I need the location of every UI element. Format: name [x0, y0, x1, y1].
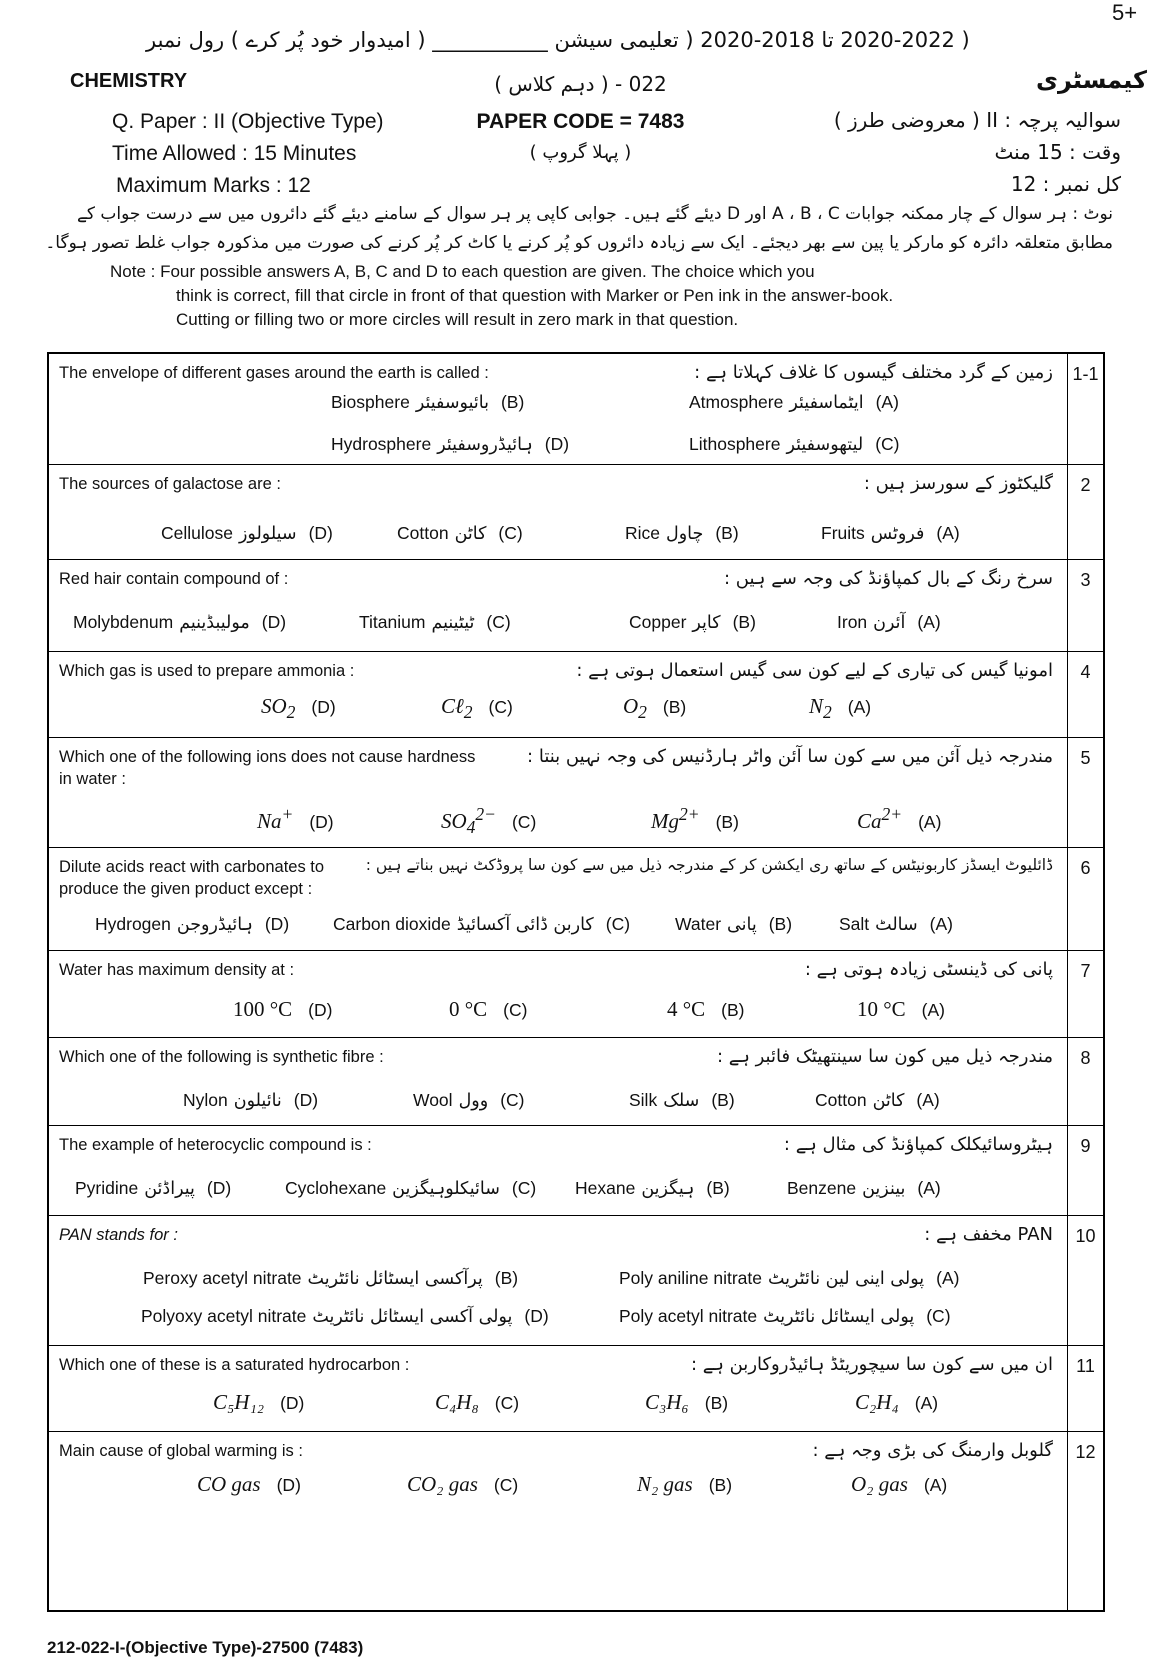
- question-text-en: Which one of the following ions does not cause hardness: [59, 748, 476, 766]
- option-a: Fruits فروٹس (A): [821, 523, 960, 544]
- question-number: 3: [1067, 560, 1103, 651]
- option-c: Titanium ٹیٹینیم (C): [359, 612, 511, 633]
- option-a: Atmosphere ایٹماسفیئر (A): [689, 392, 899, 413]
- question-text-en: Main cause of global warming is :: [59, 1442, 303, 1460]
- option-b: $Mg^{2+}$ (B): [651, 804, 739, 833]
- option-a: Iron آئرن (A): [837, 612, 941, 633]
- option-b: Hexane ہیگزین (B): [575, 1178, 730, 1199]
- question-row: [49, 737, 1103, 847]
- note-en-line-3: Cutting or filling two or more circles will result in zero mark in that question.: [176, 310, 739, 329]
- question-text-ur: زمین کے گرد مختلف گیسوں کا غلاف کہلاتا ہے :: [694, 362, 1053, 383]
- question-row: [49, 1037, 1103, 1125]
- question-number: 2: [1067, 465, 1103, 559]
- option-a: O₂ gas (A): [851, 1472, 948, 1496]
- question-text-ur: گلیکٹوز کے سورسز ہیں :: [863, 473, 1053, 494]
- question-text-en: Dilute acids react with carbonates to: [59, 858, 325, 876]
- option-b: N₂ gas (B): [637, 1472, 733, 1496]
- option-d: Cellulose سیلولوز (D): [161, 523, 333, 544]
- question-text-ur: ان میں سے کون سا سیچوریٹڈ ہائیڈروکاربن ہے :: [691, 1354, 1053, 1375]
- option-d: Hydrogen ہائیڈروجن (D): [95, 914, 290, 935]
- option-b: 4 °C (B): [667, 997, 745, 1021]
- footer-code: 212-022-I-(Objective Type)-27500 (7483): [47, 1638, 364, 1657]
- option-d: Hydrosphere ہائیڈروسفیئر (D): [331, 434, 570, 455]
- question-row: [49, 1345, 1103, 1431]
- question-text-ur: ڈائلیوٹ ایسڈز کاربونیٹس کے ساتھ ری ایکشن کر کے مندرجہ ذیل میں سے کون سا پروڈکٹ نہیں بناتے ہیں :: [365, 856, 1053, 874]
- question-number: 8: [1067, 1038, 1103, 1125]
- question-number: 1-1: [1067, 354, 1103, 464]
- question-row: [49, 559, 1103, 651]
- question-number: 6: [1067, 848, 1103, 950]
- question-row: [49, 1215, 1103, 1345]
- question-text-en: Water has maximum density at :: [59, 961, 295, 979]
- option-d: $SO_2$ (D): [261, 694, 336, 723]
- note-ur-line-2: مطابق متعلقہ دائرہ کو مارکر یا پین سے بھر دیجئے۔ ایک سے زیادہ دائروں کو پُر کرنے یا کاٹ کر پُر کرنے کی صورت میں مذکورہ جواب غلط تصور ہوگا۔: [45, 233, 1113, 253]
- question-row: [49, 354, 1103, 464]
- roll-number-line: ( 2020-2022 تا 2018-2020 ( تعلیمی سیشن ___________ ( امیدوار خود پُر کرے ) رول نمبر: [146, 28, 970, 52]
- option-d: 100 °C (D): [233, 997, 333, 1021]
- question-text-en: Red hair contain compound of :: [59, 570, 289, 588]
- option-c: Lithosphere لیتھوسفیئر (C): [689, 434, 900, 455]
- option-b: Biosphere بائیوسفیئر (B): [331, 392, 525, 413]
- subject-title-ur: کیمسٹری: [1036, 66, 1147, 94]
- option-c: Wool وول (C): [413, 1090, 525, 1111]
- question-text-ur: مندرجہ ذیل میں کون سا سینتھیٹک فائبر ہے :: [716, 1046, 1053, 1067]
- option-a: Poly aniline nitrate پولی اینی لین نائٹریٹ (A): [619, 1268, 960, 1289]
- questions-table: [47, 352, 1105, 1612]
- option-b: C₃H₆ (B): [645, 1390, 729, 1414]
- question-text-ur: مندرجہ ذیل آئن میں سے کون سا آئن واٹر ہارڈنیس کی وجہ نہیں بنتا :: [527, 746, 1053, 767]
- option-a: Benzene بینزین (A): [787, 1178, 941, 1199]
- question-text-ur: پانی کی ڈینسٹی زیادہ ہوتی ہے :: [804, 959, 1053, 980]
- question-text-en: PAN stands for :: [59, 1226, 178, 1244]
- option-c: $SO_4^{2-}$ (C): [441, 804, 537, 838]
- question-row: [49, 950, 1103, 1037]
- question-text-ur: گلوبل وارمنگ کی بڑی وجہ ہے :: [812, 1440, 1053, 1461]
- option-d: Polyoxy acetyl nitrate پولی آکسی ایسٹائل نائٹریٹ (D): [141, 1306, 549, 1327]
- question-row: [49, 1125, 1103, 1215]
- option-b: Silk سلک (B): [629, 1090, 735, 1111]
- question-number: 4: [1067, 652, 1103, 737]
- max-marks-ur: کل نمبر : 12: [1010, 172, 1121, 196]
- option-a: $N_2$ (A): [809, 694, 872, 723]
- page-mark: 5+: [1112, 0, 1138, 25]
- option-d: Molybdenum مولیبڈینیم (D): [73, 612, 287, 633]
- option-d: CO gas (D): [197, 1472, 301, 1496]
- option-d: C₅H₁₂ (D): [213, 1390, 305, 1414]
- subject-title-en: CHEMISTRY: [70, 70, 188, 92]
- question-text-ur: امونیا گیس کی تیاری کے لیے کون سی گیس استعمال ہوتی ہے :: [576, 660, 1053, 681]
- question-number: 7: [1067, 951, 1103, 1037]
- question-number: 9: [1067, 1126, 1103, 1215]
- question-text-en-cont: in water :: [59, 770, 126, 788]
- option-b: Peroxy acetyl nitrate پرآکسی ایسٹائل نائٹریٹ (B): [143, 1268, 519, 1289]
- option-a: C₂H₄ (A): [855, 1390, 939, 1414]
- question-row: [49, 1431, 1103, 1610]
- question-text-en: Which gas is used to prepare ammonia :: [59, 662, 355, 680]
- option-c: Cyclohexane سائیکلوہیگزین (C): [285, 1178, 537, 1199]
- question-text-ur: ہیٹروسائیکلک کمپاؤنڈ کی مثال ہے :: [783, 1134, 1053, 1155]
- paper-type-en: Q. Paper : II (Objective Type): [112, 110, 384, 133]
- option-c: CO₂ gas (C): [407, 1472, 519, 1496]
- question-text-en: The sources of galactose are :: [59, 475, 281, 493]
- question-row: [49, 464, 1103, 559]
- option-b: Copper کاپر (B): [629, 612, 756, 633]
- time-allowed-en: Time Allowed : 15 Minutes: [112, 142, 357, 165]
- note-ur-line-1: نوٹ : ہر سوال کے چار ممکنہ جوابات A ، B ، C اور D دیئے گئے ہیں۔ جوابی کاپی پر ہر سوال کے سامنے دیئے گئے دائروں میں سے درست جواب کے: [76, 204, 1113, 224]
- question-text-en: The example of heterocyclic compound is :: [59, 1136, 372, 1154]
- option-a: Salt سالٹ (A): [839, 914, 953, 935]
- option-c: C₄H₈ (C): [435, 1390, 520, 1414]
- time-allowed-ur: وقت : 15 منٹ: [994, 140, 1121, 164]
- option-c: Carbon dioxide کاربن ڈائی آکسائیڈ (C): [333, 914, 631, 935]
- max-marks-en: Maximum Marks : 12: [116, 174, 311, 197]
- question-number: 5: [1067, 738, 1103, 847]
- option-b: Water پانی (B): [675, 914, 793, 935]
- option-d: Na+ (D): [257, 804, 334, 833]
- option-a: $Ca^{2+}$ (A): [857, 804, 942, 833]
- question-text-en: Which one of these is a saturated hydrocarbon :: [59, 1356, 410, 1374]
- paper-code: PAPER CODE = 7483: [476, 110, 685, 133]
- note-en-line-2: think is correct, fill that circle in front of that question with Marker or Pen ink in the answer-book.: [176, 286, 894, 305]
- option-c: 0 °C (C): [449, 997, 528, 1021]
- question-text-ur: PAN مخفف ہے :: [924, 1224, 1053, 1245]
- question-text-ur: سرخ رنگ کے بال کمپاؤنڈ کی وجہ سے ہیں :: [724, 568, 1053, 589]
- question-number: 12: [1067, 1432, 1103, 1610]
- paper-type-ur: سوالیہ پرچہ : II ( معروضی طرز ): [833, 108, 1121, 132]
- option-b: Rice چاول (B): [625, 523, 739, 544]
- option-b: $O_2$ (B): [623, 694, 687, 723]
- group-label: ( پہلا گروپ ): [529, 142, 632, 163]
- question-row: [49, 651, 1103, 737]
- note-en-line-1: Note : Four possible answers A, B, C and D to each question are given. The choice which you: [110, 262, 815, 281]
- question-text-en: The envelope of different gases around the earth is called :: [59, 364, 489, 382]
- option-c: Cℓ$_2$ (C): [441, 694, 513, 723]
- class-code: 022 - ( دہم کلاس ): [494, 72, 667, 96]
- question-text-en-cont: produce the given product except :: [59, 880, 313, 898]
- question-row: [49, 847, 1103, 950]
- option-a: 10 °C (A): [857, 997, 945, 1021]
- option-c: Poly acetyl nitrate پولی ایسٹائل نائٹریٹ (C): [619, 1306, 951, 1327]
- option-c: Cotton کاٹن (C): [397, 523, 523, 544]
- option-d: Nylon نائیلون (D): [183, 1090, 319, 1111]
- question-text-en: Which one of the following is synthetic fibre :: [59, 1048, 384, 1066]
- option-d: Pyridine پیراڈئن (D): [75, 1178, 232, 1199]
- question-number: 11: [1067, 1346, 1103, 1431]
- option-a: Cotton کاٹن (A): [815, 1090, 940, 1111]
- question-number: 10: [1067, 1216, 1103, 1345]
